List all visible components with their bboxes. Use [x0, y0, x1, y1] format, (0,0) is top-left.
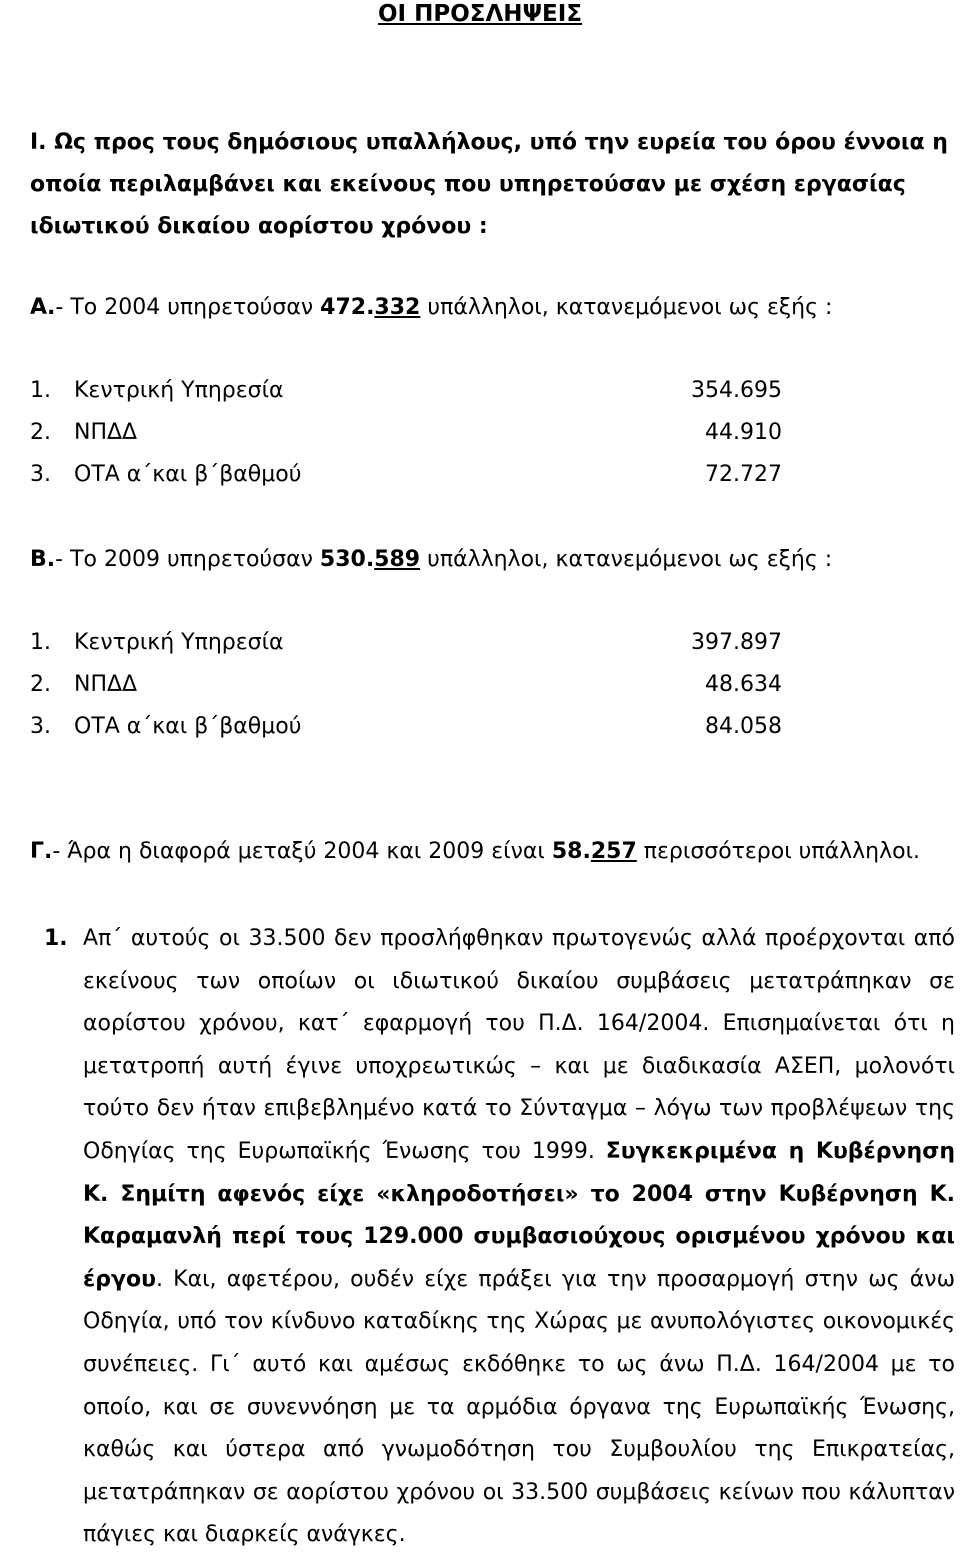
- row-value: 72.727: [705, 462, 782, 487]
- part-c-text-after: περισσότεροι υπάλληλοι.: [636, 839, 921, 864]
- row-number: 3.: [30, 714, 51, 739]
- part-b-text-after: υπάλληλοι, κατανεμόμενοι ως εξής :: [420, 547, 833, 572]
- row-number: 2.: [30, 420, 51, 445]
- part-a-text-before: - Το 2004 υπηρετούσαν: [55, 295, 321, 320]
- point-1-marker: 1.: [44, 926, 68, 951]
- row-value: 44.910: [705, 420, 782, 445]
- part-c-diff-underlined: 257: [590, 839, 637, 864]
- row-number: 1.: [30, 378, 51, 403]
- row-number: 2.: [30, 672, 51, 697]
- point-1-text-2: . Και, αφετέρου, ουδέν είχε πράξει για την προσαρμογή στην ως άνω Οδηγία, υπό τον κίνδυνο καταδίκης της Χώρας με ανυπολόγιστες οικονομικές συνέπειες. Γι΄ αυτό και αμέσως εκδόθηκε το ως άνω Π.Δ. 164/2004 με το οποίο, και σε συνεννόηση με τα αρμόδια όργανα της Ευρωπαϊκής Ένωσης, καθώς και ύστερα από γνωμοδότηση του Συμβουλίου της Επικρατείας, μετατράπηκαν σε αορίστου χρόνου οι 33.500 συμβάσεις κείνων που κάλυπταν πάγιες και διαρκείς ανάγκες.: [83, 1266, 955, 1548]
- part-c-marker: Γ.: [30, 839, 53, 864]
- part-a-text-after: υπάλληλοι, κατανεμόμενοι ως εξής :: [420, 295, 833, 320]
- part-c-diff-bold: 58.: [551, 839, 591, 864]
- row-value: 48.634: [705, 672, 782, 697]
- part-b-total-bold: 530.: [319, 547, 375, 572]
- section-i-marker: Ι.: [30, 130, 47, 155]
- row-label: ΝΠΔΔ: [74, 672, 138, 697]
- row-label: ΟΤΑ α΄και β΄βαθμού: [74, 714, 302, 739]
- row-value: 84.058: [705, 714, 782, 739]
- part-a-intro: [30, 294, 832, 322]
- part-a-total-underlined: 332: [374, 295, 421, 320]
- part-a-marker: Α.: [30, 295, 56, 320]
- row-number: 1.: [30, 630, 51, 655]
- part-b-marker: Β.: [30, 547, 56, 572]
- row-label: ΟΤΑ α΄και β΄βαθμού: [74, 462, 302, 487]
- part-a-total-bold: 472.: [320, 295, 375, 320]
- point-1-text-bold: Συγκεκριμένα η Κυβέρνηση Κ. Σημίτη αφενός είχε «κληροδοτήσει» το 2004 στην Κυβέρνηση Κ. Καραμανλή περί τους 129.000 συμβασιούχους ορισμένου χρόνου και έργου: [83, 1138, 955, 1292]
- point-1-paragraph: [44, 918, 955, 1557]
- part-b-text-before: - Το 2009 υπηρετούσαν: [55, 547, 320, 572]
- section-i-heading: [30, 122, 960, 248]
- point-1-index: [0, 918, 83, 961]
- row-label: Κεντρική Υπηρεσία: [74, 378, 284, 403]
- row-value: 397.897: [691, 630, 782, 655]
- part-b-total-underlined: 589: [374, 547, 421, 572]
- part-c-line: [30, 838, 920, 866]
- section-i-text: Ως προς τους δημόσιους υπαλλήλους, υπό την ευρεία του όρου έννοια η οποία περιλαμβάνει και εκείνους που υπηρετούσαν με σχέση εργασίας ιδιωτικού δικαίου αορίστου χρόνου :: [30, 130, 948, 239]
- part-c-text-before: - Άρα η διαφορά μεταξύ 2004 και 2009 είναι: [52, 839, 552, 864]
- point-1-text-1: Απ΄ αυτούς οι 33.500 δεν προσλήφθηκαν πρωτογενώς αλλά προέρχονται από εκείνους των οποίων οι ιδιωτικού δικαίου συμβάσεις μετατράπηκαν σε αορίστου χρόνου, κατ΄ εφαρμογή του Π.Δ. 164/2004. Επισημαίνεται ότι η μετατροπή αυτή έγινε υποχρεωτικώς – και με διαδικασία ΑΣΕΠ, μολονότι τούτο δεν ήταν επιβεβλημένο κατά το Σύνταγμα – λόγω των προβλέψεων της Οδηγίας της Ευρωπαϊκής Ένωσης του 1999.: [83, 926, 955, 1164]
- row-value: 354.695: [691, 378, 782, 403]
- row-label: ΝΠΔΔ: [74, 420, 138, 445]
- row-label: Κεντρική Υπηρεσία: [74, 630, 284, 655]
- row-number: 3.: [30, 462, 51, 487]
- page-title: ΟΙ ΠΡΟΣΛΗΨΕΙΣ: [377, 1, 583, 27]
- part-b-intro: [30, 546, 832, 574]
